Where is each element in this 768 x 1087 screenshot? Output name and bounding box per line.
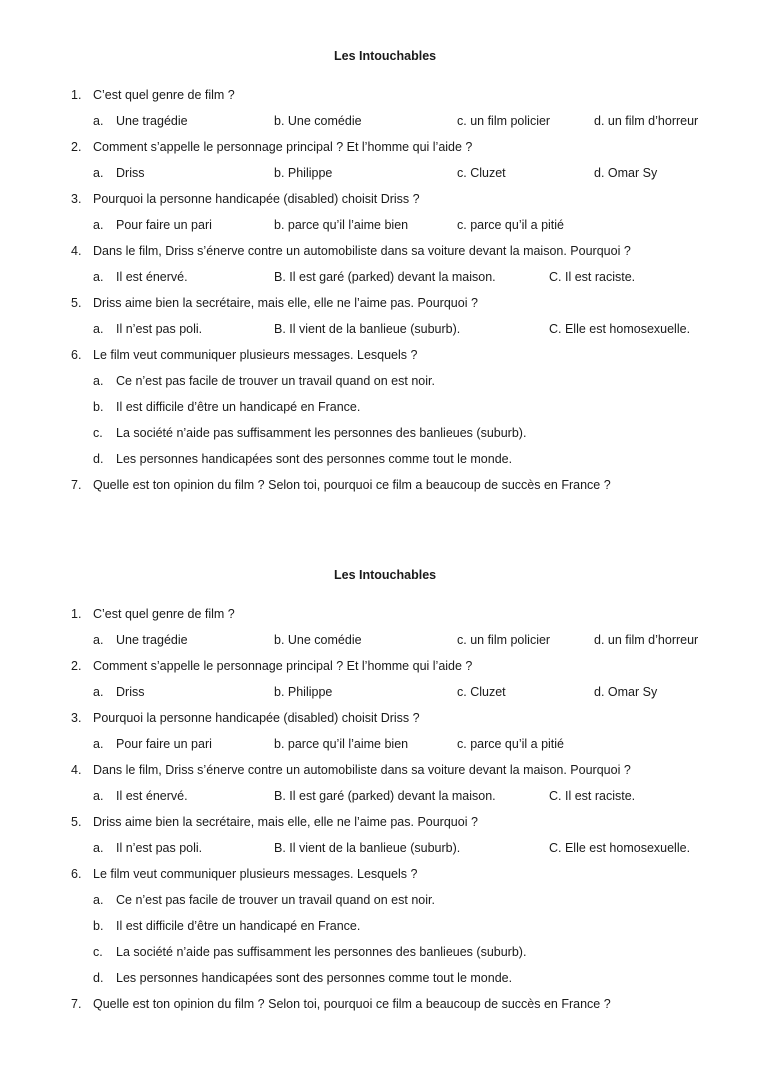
- option-text: Driss: [116, 166, 145, 180]
- option-text: b. parce qu’il l’aime bien: [274, 737, 409, 751]
- option-text: Pour faire un pari: [116, 218, 212, 232]
- option-text: d. un film d’horreur: [594, 114, 699, 128]
- option-text: Il est énervé.: [116, 270, 188, 284]
- option-text: d. un film d’horreur: [594, 633, 699, 647]
- option-letter: c.: [93, 945, 103, 959]
- question-number: 3.: [71, 192, 82, 206]
- question-number: 6.: [71, 348, 82, 362]
- question-number: 3.: [71, 711, 82, 725]
- option-text: c. un film policier: [457, 633, 551, 647]
- option-text: B. Il est garé (parked) devant la maison.: [274, 789, 496, 803]
- question-number: 5.: [71, 815, 82, 829]
- option-letter: a.: [93, 789, 104, 803]
- option-letter: a.: [93, 166, 104, 180]
- option-text: c. parce qu’il a pitié: [457, 737, 565, 751]
- option-text: d. Omar Sy: [594, 685, 658, 699]
- option-letter: a.: [93, 218, 104, 232]
- question-number: 7.: [71, 997, 82, 1011]
- option-text: c. parce qu’il a pitié: [457, 218, 565, 232]
- question-text: Dans le film, Driss s’énerve contre un automobiliste dans sa voiture devant la maison. Pourquoi ?: [93, 763, 631, 777]
- option-letter: a.: [93, 685, 104, 699]
- option-text: Driss: [116, 685, 145, 699]
- option-text: b. parce qu’il l’aime bien: [274, 218, 409, 232]
- option-text: Une tragédie: [116, 633, 188, 647]
- question-text: Quelle est ton opinion du film ? Selon toi, pourquoi ce film a beaucoup de succès en France ?: [93, 997, 611, 1011]
- question-text: Pourquoi la personne handicapée (disabled) choisit Driss ?: [93, 711, 420, 725]
- option-text: Il n’est pas poli.: [116, 322, 203, 336]
- option-text: Les personnes handicapées sont des personnes comme tout le monde.: [116, 452, 513, 466]
- option-text: La société n’aide pas suffisamment les personnes des banlieues (suburb).: [116, 426, 527, 440]
- option-letter: a.: [93, 841, 104, 855]
- option-text: Il est difficile d’être un handicapé en France.: [116, 919, 361, 933]
- worksheet-title: Les Intouchables: [334, 49, 437, 63]
- option-letter: d.: [93, 452, 104, 466]
- option-text: c. Cluzet: [457, 166, 506, 180]
- question-number: 4.: [71, 763, 82, 777]
- question-text: Le film veut communiquer plusieurs messages. Lesquels ?: [93, 867, 418, 881]
- option-text: Il n’est pas poli.: [116, 841, 203, 855]
- question-number: 7.: [71, 478, 82, 492]
- question-number: 2.: [71, 659, 82, 673]
- option-text: c. Cluzet: [457, 685, 506, 699]
- question-number: 6.: [71, 867, 82, 881]
- question-number: 2.: [71, 140, 82, 154]
- option-text: Les personnes handicapées sont des personnes comme tout le monde.: [116, 971, 513, 985]
- question-text: Driss aime bien la secrétaire, mais elle, elle ne l’aime pas. Pourquoi ?: [93, 296, 478, 310]
- option-letter: a.: [93, 633, 104, 647]
- option-letter: a.: [93, 893, 104, 907]
- question-text: Le film veut communiquer plusieurs messages. Lesquels ?: [93, 348, 418, 362]
- option-letter: a.: [93, 114, 104, 128]
- option-text: d. Omar Sy: [594, 166, 658, 180]
- option-letter: b.: [93, 919, 104, 933]
- option-letter: a.: [93, 322, 104, 336]
- option-text: Ce n’est pas facile de trouver un travail quand on est noir.: [116, 374, 435, 388]
- option-letter: b.: [93, 400, 104, 414]
- option-text: C. Elle est homosexuelle.: [549, 322, 691, 336]
- option-text: Une tragédie: [116, 114, 188, 128]
- option-text: Pour faire un pari: [116, 737, 212, 751]
- question-text: Driss aime bien la secrétaire, mais elle, elle ne l’aime pas. Pourquoi ?: [93, 815, 478, 829]
- option-text: Ce n’est pas facile de trouver un travail quand on est noir.: [116, 893, 435, 907]
- option-text: b. Philippe: [274, 685, 333, 699]
- question-text: Pourquoi la personne handicapée (disabled) choisit Driss ?: [93, 192, 420, 206]
- option-letter: a.: [93, 270, 104, 284]
- question-number: 1.: [71, 88, 82, 102]
- question-number: 5.: [71, 296, 82, 310]
- option-text: Il est énervé.: [116, 789, 188, 803]
- question-number: 4.: [71, 244, 82, 258]
- question-text: Dans le film, Driss s’énerve contre un automobiliste dans sa voiture devant la maison. Pourquoi ?: [93, 244, 631, 258]
- question-number: 1.: [71, 607, 82, 621]
- option-text: b. Une comédie: [274, 114, 362, 128]
- option-text: B. Il est garé (parked) devant la maison.: [274, 270, 496, 284]
- option-text: La société n’aide pas suffisamment les personnes des banlieues (suburb).: [116, 945, 527, 959]
- question-text: Comment s’appelle le personnage principal ? Et l’homme qui l’aide ?: [93, 140, 473, 154]
- option-text: C. Elle est homosexuelle.: [549, 841, 691, 855]
- option-text: B. Il vient de la banlieue (suburb).: [274, 322, 461, 336]
- option-letter: a.: [93, 374, 104, 388]
- option-letter: c.: [93, 426, 103, 440]
- question-text: Quelle est ton opinion du film ? Selon toi, pourquoi ce film a beaucoup de succès en France ?: [93, 478, 611, 492]
- question-text: C’est quel genre de film ?: [93, 607, 235, 621]
- question-text: Comment s’appelle le personnage principal ? Et l’homme qui l’aide ?: [93, 659, 473, 673]
- option-text: B. Il vient de la banlieue (suburb).: [274, 841, 461, 855]
- option-text: b. Philippe: [274, 166, 333, 180]
- option-text: c. un film policier: [457, 114, 551, 128]
- option-letter: d.: [93, 971, 104, 985]
- question-text: C’est quel genre de film ?: [93, 88, 235, 102]
- worksheet-title: Les Intouchables: [334, 568, 437, 582]
- option-text: b. Une comédie: [274, 633, 362, 647]
- option-text: C. Il est raciste.: [549, 270, 636, 284]
- option-text: C. Il est raciste.: [549, 789, 636, 803]
- option-letter: a.: [93, 737, 104, 751]
- option-text: Il est difficile d’être un handicapé en France.: [116, 400, 361, 414]
